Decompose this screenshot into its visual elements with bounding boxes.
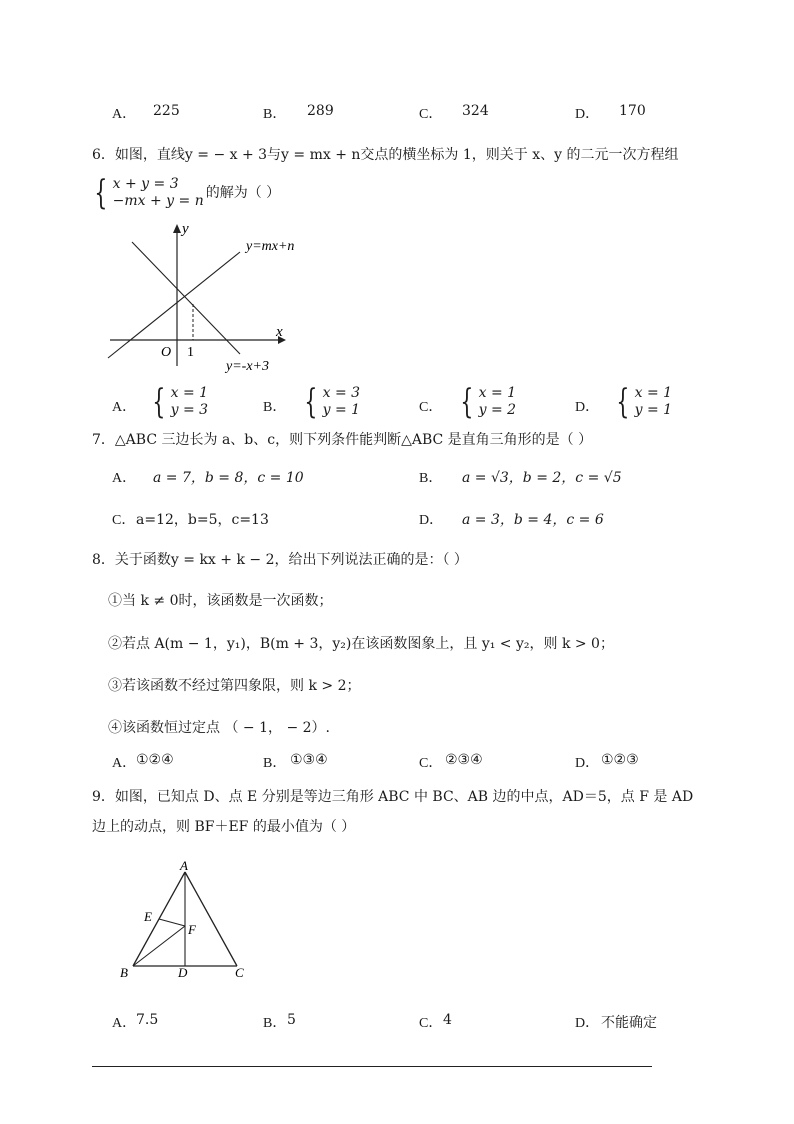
q6-option-d-eq1: x = 1 bbox=[634, 385, 673, 401]
q8-statement-2: ②若点 A(m − 1，y₁)，B(m + 3，y₂)在该函数图象上，且 y₁ < y₂，则 k > 0； bbox=[108, 636, 614, 652]
side-ac bbox=[185, 872, 237, 966]
point-d-label: D bbox=[178, 965, 188, 980]
q8-option-b-text: ①③④ bbox=[290, 752, 328, 768]
q8-statement-1: ①当 k ≠ 0时，该函数是一次函数； bbox=[108, 593, 333, 609]
q7-option-b-letter: B． bbox=[419, 471, 443, 486]
q7-option-c-letter: C． bbox=[112, 513, 136, 528]
q6-option-b-eq2: y = 1 bbox=[322, 402, 361, 418]
q7-option-c-text: a=12，b=5，c=13 bbox=[136, 512, 269, 528]
q5-option-c-letter: C． bbox=[419, 107, 443, 122]
point-e-label: E bbox=[144, 909, 152, 924]
y-axis-arrow-icon bbox=[173, 224, 181, 233]
q8-option-d-letter: D． bbox=[575, 756, 600, 771]
q5-option-c-text: 324 bbox=[462, 103, 489, 119]
q6-system-eq2: −mx + y = n bbox=[112, 193, 204, 209]
q9-stem-line1: 9．如图，已知点 D、点 E 分别是等边三角形 ABC 中 BC、AB 边的中点，AD＝5，点 F 是 AD bbox=[92, 789, 694, 805]
q5-option-b-text: 289 bbox=[307, 103, 334, 119]
q8-option-a-text: ①②④ bbox=[136, 752, 174, 768]
brace-icon: { bbox=[152, 382, 166, 422]
line-neg-x-3 bbox=[132, 242, 240, 354]
q6-option-b-eq1: x = 3 bbox=[322, 385, 361, 401]
q9-triangle-figure bbox=[112, 856, 262, 984]
q6-option-d-letter: D． bbox=[575, 400, 600, 415]
brace-icon: { bbox=[304, 382, 318, 422]
q6-system-tail: 的解为（ ） bbox=[205, 185, 281, 201]
q8-option-b-letter: B． bbox=[263, 756, 287, 771]
q9-option-c-text: 4 bbox=[443, 1012, 452, 1028]
q8-option-c-letter: C． bbox=[419, 756, 443, 771]
q9-option-a-text: 7.5 bbox=[136, 1012, 159, 1028]
q8-statement-3: ③若该函数不经过第四象限，则 k > 2； bbox=[108, 678, 361, 694]
q7-stem: 7．△ABC 三边长为 a、b、c，则下列条件能判断△ABC 是直角三角形的是（ ） bbox=[92, 432, 593, 448]
tick-label-1: 1 bbox=[187, 345, 194, 360]
q8-option-d-text: ①②③ bbox=[601, 752, 639, 768]
q6-option-b-system bbox=[300, 382, 361, 422]
q6-option-b-letter: B． bbox=[263, 400, 287, 415]
q9-option-b-text: 5 bbox=[287, 1012, 296, 1028]
q6-option-c-system bbox=[456, 382, 517, 422]
brace-icon: { bbox=[460, 382, 474, 422]
origin-label: O bbox=[161, 345, 172, 360]
q6-option-a-letter: A． bbox=[112, 400, 137, 415]
x-axis-label: x bbox=[276, 324, 283, 340]
q9-option-d-letter: D． bbox=[575, 1016, 600, 1031]
brace-icon: { bbox=[616, 382, 630, 422]
y-axis-label: y bbox=[182, 221, 189, 237]
segment-bf bbox=[133, 926, 185, 966]
q7-option-a-letter: A． bbox=[112, 471, 137, 486]
q6-option-a-eq2: y = 3 bbox=[170, 402, 209, 418]
q5-option-d-text: 170 bbox=[619, 103, 646, 119]
q8-stem: 8．关于函数y = kx + k − 2，给出下列说法正确的是：（ ） bbox=[92, 552, 468, 568]
q6-option-c-letter: C． bbox=[419, 400, 443, 415]
q6-option-c-eq2: y = 2 bbox=[478, 402, 517, 418]
q6-graph bbox=[100, 218, 320, 380]
footer-divider bbox=[92, 1066, 652, 1067]
q7-option-d-letter: D． bbox=[419, 513, 444, 528]
q6-stem-line1: 6．如图，直线y = − x + 3与y = mx + n交点的横坐标为 1，则关于 x、y 的二元一次方程组 bbox=[92, 147, 679, 163]
label-line-mx-n: y=mx+n bbox=[246, 239, 295, 254]
q5-option-a-text: 225 bbox=[153, 103, 180, 119]
q9-option-d-text: 不能确定 bbox=[601, 1015, 657, 1031]
q7-option-d-text: a = 3，b = 4，c = 6 bbox=[462, 512, 604, 528]
q6-system-eq1: x + y = 3 bbox=[112, 176, 179, 192]
q8-statement-4: ④该函数恒过定点 （ − 1， − 2）. bbox=[108, 720, 330, 736]
q6-option-d-eq2: y = 1 bbox=[634, 402, 673, 418]
q9-option-a-letter: A． bbox=[112, 1016, 137, 1031]
label-line-neg-x-3: y=-x+3 bbox=[226, 359, 269, 374]
q7-option-b-text: a = √3，b = 2，c = √5 bbox=[462, 470, 622, 486]
point-a-label: A bbox=[180, 858, 188, 873]
brace-icon: { bbox=[94, 173, 108, 213]
q9-option-c-letter: C． bbox=[419, 1016, 443, 1031]
q8-option-a-letter: A． bbox=[112, 756, 137, 771]
q6-option-c-eq1: x = 1 bbox=[478, 385, 517, 401]
q6-system bbox=[90, 173, 281, 213]
line-mx-n bbox=[108, 252, 240, 358]
segment-ef bbox=[159, 919, 185, 926]
q7-option-a-text: a = 7，b = 8，c = 10 bbox=[153, 470, 304, 486]
q5-option-a-letter: A． bbox=[112, 107, 137, 122]
point-b-label: B bbox=[120, 965, 128, 980]
q5-option-d-letter: D． bbox=[575, 107, 600, 122]
q9-option-b-letter: B． bbox=[263, 1016, 287, 1031]
point-f-label: F bbox=[188, 922, 196, 937]
q9-stem-line2: 边上的动点，则 BF＋EF 的最小值为（ ） bbox=[92, 819, 356, 835]
q6-option-d-system bbox=[612, 382, 673, 422]
point-c-label: C bbox=[235, 965, 244, 980]
q8-option-c-text: ②③④ bbox=[445, 752, 483, 768]
q6-option-a-eq1: x = 1 bbox=[170, 385, 209, 401]
q5-option-b-letter: B． bbox=[263, 107, 287, 122]
q6-option-a-system bbox=[148, 382, 209, 422]
